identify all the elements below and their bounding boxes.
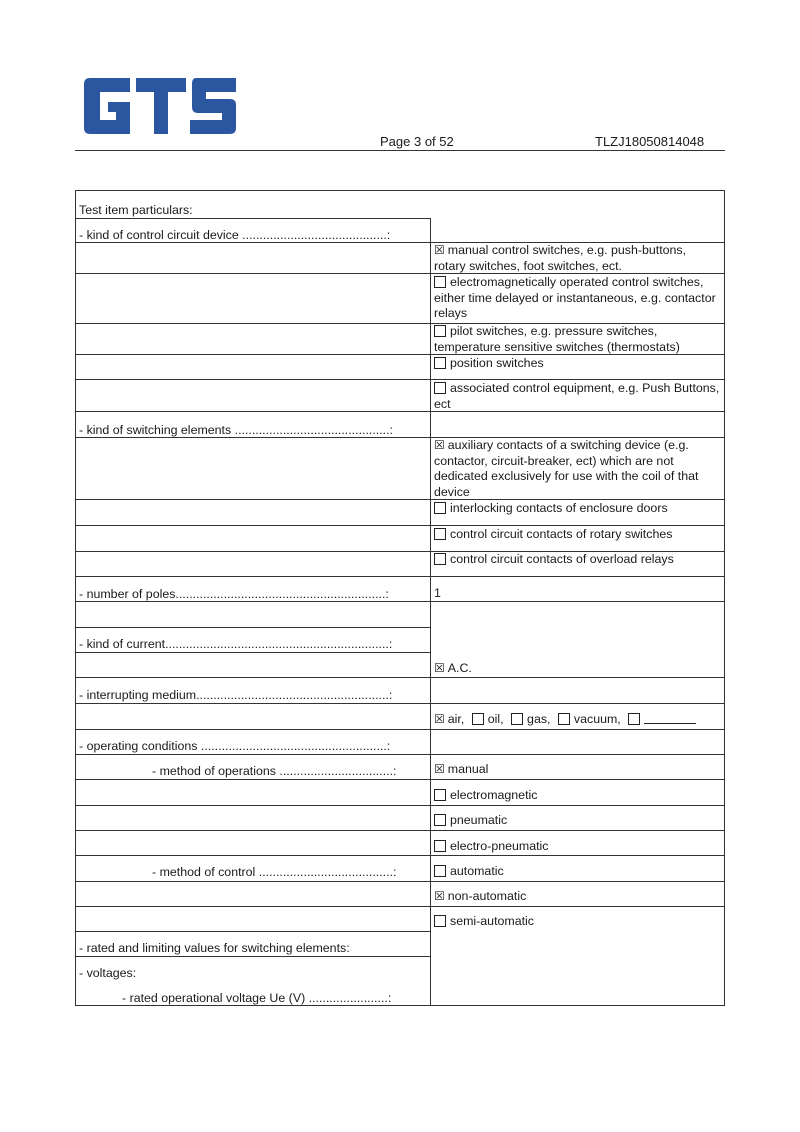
- checked-box-icon: ☒: [434, 762, 445, 776]
- option-ac: ☒ A.C.: [434, 661, 472, 675]
- test-item-heading: Test item particulars:: [79, 203, 193, 217]
- row-rule: [76, 677, 724, 678]
- header-rule: [75, 150, 725, 151]
- unchecked-box-icon: [511, 713, 523, 725]
- row-rule: [76, 754, 724, 755]
- poles-label: - number of poles.............................................................:: [79, 587, 389, 601]
- current-label: - kind of current.................................................................:: [79, 637, 393, 651]
- unchecked-box-icon: [434, 553, 446, 565]
- row-rule: [76, 855, 724, 856]
- option-rotary-switch-contacts: control circuit contacts of rotary switches: [434, 527, 720, 543]
- row-rule: [76, 652, 430, 653]
- unchecked-box-icon: [558, 713, 570, 725]
- control-circuit-label: - kind of control circuit device ..........................................:: [79, 228, 391, 242]
- interrupting-medium-label: - interrupting medium........................................................:: [79, 688, 393, 702]
- option-ctl-automatic: automatic: [434, 864, 720, 880]
- poles-value: 1: [434, 586, 441, 600]
- option-op-manual: ☒ manual: [434, 762, 489, 776]
- row-rule: [76, 830, 724, 831]
- unchecked-box-icon: [434, 382, 446, 394]
- option-ctl-semi-automatic: semi-automatic: [434, 914, 720, 930]
- unchecked-box-icon: [434, 502, 446, 514]
- option-electromagnetic-control: electromagnetically operated control switches, either time delayed or instantaneous, e.g. contactor relays: [434, 275, 716, 320]
- row-rule: [76, 218, 430, 219]
- checked-box-icon: ☒: [434, 661, 445, 675]
- option-op-pneumatic: pneumatic: [434, 813, 720, 829]
- unchecked-box-icon: [434, 528, 446, 540]
- option-ctl-non-automatic: ☒ non-automatic: [434, 889, 527, 903]
- option-overload-relay-contacts: control circuit contacts of overload relays: [434, 552, 720, 568]
- row-rule: [76, 576, 724, 577]
- row-rule: [76, 703, 724, 704]
- blank-line: [644, 712, 696, 724]
- option-position-switches: position switches: [434, 356, 720, 372]
- column-divider: [430, 218, 431, 1005]
- row-rule: [76, 881, 724, 882]
- checked-box-icon: ☒: [434, 438, 445, 452]
- option-interlocking-contacts: interlocking contacts of enclosure doors: [434, 501, 720, 517]
- unchecked-box-icon: [434, 789, 446, 801]
- row-rule: [76, 525, 724, 526]
- checked-box-icon: ☒: [434, 243, 445, 257]
- unchecked-box-icon: [472, 713, 484, 725]
- unchecked-box-icon: [434, 357, 446, 369]
- row-rule: [76, 729, 724, 730]
- switching-elements-label: - kind of switching elements .............................................:: [79, 423, 393, 437]
- option-pilot-switches: pilot switches, e.g. pressure switches, temperature sensitive switches (thermostats): [434, 324, 680, 354]
- unchecked-box-icon: [434, 814, 446, 826]
- checked-box-icon: ☒: [434, 889, 445, 903]
- test-item-table: [75, 190, 725, 1006]
- row-rule: [76, 779, 724, 780]
- row-rule: [76, 627, 430, 628]
- operating-conditions-label: - operating conditions ......................................................:: [79, 739, 391, 753]
- rated-voltage-label: - rated operational voltage Ue (V) .......................:: [122, 991, 392, 1005]
- option-associated-equipment: associated control equipment, e.g. Push Buttons, ect: [434, 381, 720, 411]
- gts-logo: [84, 78, 236, 134]
- option-op-electromagnetic: electromagnetic: [434, 788, 720, 804]
- unchecked-box-icon: [628, 713, 640, 725]
- option-manual-control-switches: ☒ manual control switches, e.g. push-buttons, rotary switches, foot switches, ect.: [434, 243, 687, 273]
- option-auxiliary-contacts: ☒ auxiliary contacts of a switching device (e.g. contactor, circuit-breaker, ect) which are not dedicated exclusively for use with the coil of that device: [434, 438, 699, 499]
- unchecked-box-icon: [434, 840, 446, 852]
- voltages-label: - voltages:: [79, 966, 137, 980]
- unchecked-box-icon: [434, 865, 446, 877]
- method-of-operations-label: - method of operations .................................:: [152, 764, 397, 778]
- row-rule: [76, 906, 724, 907]
- interrupting-medium-options: ☒ air, oil, gas, vacuum,: [434, 712, 720, 728]
- rated-limiting-label: - rated and limiting values for switching elements:: [79, 941, 350, 955]
- row-rule: [76, 379, 724, 380]
- unchecked-box-icon: [434, 915, 446, 927]
- checked-box-icon: ☒: [434, 712, 445, 726]
- unchecked-box-icon: [434, 276, 446, 288]
- unchecked-box-icon: [434, 325, 446, 337]
- page-number: Page 3 of 52: [380, 134, 454, 149]
- method-of-control-label: - method of control .......................................:: [152, 865, 397, 879]
- row-rule: [76, 956, 430, 957]
- row-rule: [76, 805, 724, 806]
- option-op-electro-pneumatic: electro-pneumatic: [434, 839, 720, 855]
- row-rule: [76, 931, 430, 932]
- report-number: TLZJ18050814048: [595, 134, 705, 149]
